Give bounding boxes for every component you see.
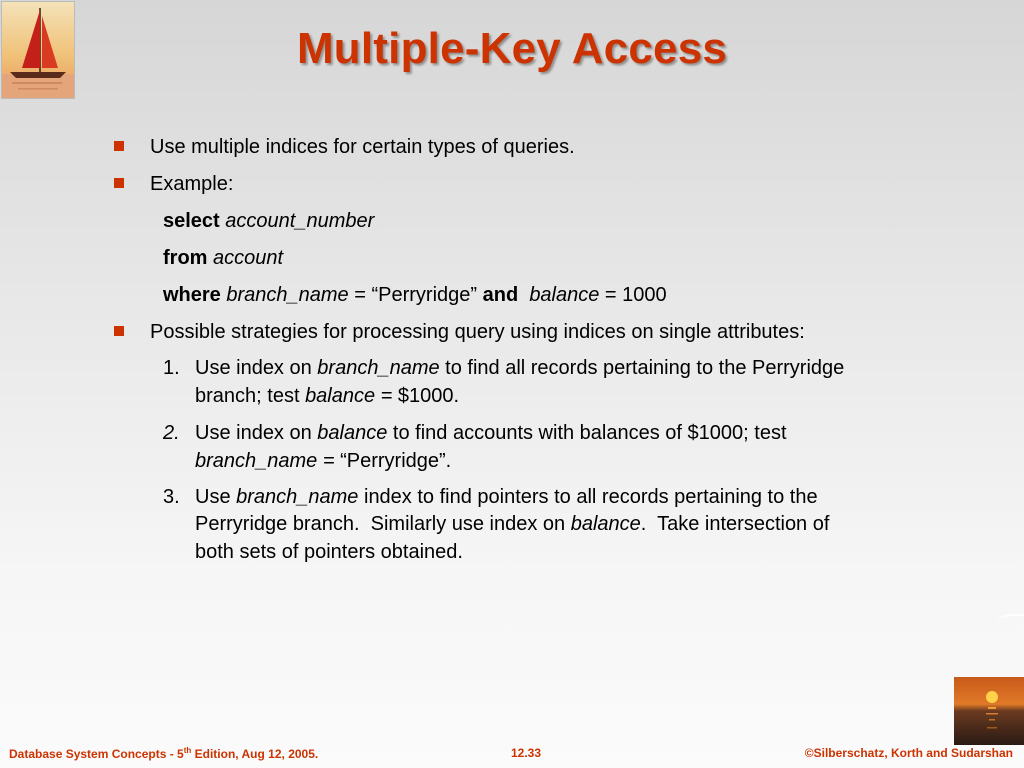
strategy-line <box>195 483 818 511</box>
strategy-attr: balance <box>317 422 388 444</box>
strategy-attr: branch_name <box>236 486 359 508</box>
strategy-attr: balance <box>570 513 641 535</box>
footer-page-number: 12.33 <box>511 746 542 760</box>
strategy-attr: branch_name = <box>195 450 335 472</box>
sql-keyword: where <box>163 284 221 306</box>
sunset-logo <box>954 677 1024 745</box>
bullet-text: Use multiple indices for certain types of queries. <box>150 136 575 158</box>
strategy-line <box>195 419 787 447</box>
sql-relation: account <box>213 247 284 269</box>
bullet-text: Example: <box>150 173 234 195</box>
bullet-marker <box>114 326 124 336</box>
strategy-text: Use index on <box>195 357 318 379</box>
footer-copyright: ©Silberschatz, Korth and Sudarshan <box>804 746 1013 760</box>
strategy-text: Use index on <box>195 422 318 444</box>
sql-keyword: and <box>482 284 519 306</box>
strategy-text: Perryridge branch. Similarly use index on <box>195 513 571 535</box>
sql-attribute: branch_name <box>226 284 349 306</box>
sql-condition: = “Perryridge” <box>348 284 483 306</box>
query-from-line <box>163 244 283 272</box>
bullet-marker <box>114 178 124 188</box>
strategy-text: $1000. <box>392 385 460 407</box>
slide-title: Multiple-Key Access <box>296 24 728 73</box>
bullet-marker <box>114 141 124 151</box>
strategy-line: both sets of pointers obtained. <box>195 541 463 563</box>
strategy-text: to find accounts with balances of $1000; test <box>387 422 787 444</box>
strategy-number: 3. <box>163 486 180 508</box>
strategy-attr: branch_name <box>317 357 440 379</box>
footer-book-info <box>9 746 318 761</box>
strategy-text: . Take intersection of <box>640 513 830 535</box>
footer-sup: th <box>183 746 192 755</box>
strategy-attr: balance = <box>305 385 393 407</box>
sql-attribute: balance <box>529 284 600 306</box>
strategy-number: 1. <box>163 357 180 379</box>
strategy-text: branch; test <box>195 385 306 407</box>
decorative-wave <box>998 606 1024 612</box>
sql-keyword: select <box>163 210 220 232</box>
footer-text: Edition, Aug 12, 2005. <box>191 747 319 761</box>
strategy-number: 2. <box>163 422 180 444</box>
bullet-text: Possible strategies for processing query using indices on single attributes: <box>150 321 805 343</box>
strategy-text: “Perryridge”. <box>334 450 452 472</box>
strategy-text: index to find pointers to all records pertaining to the <box>358 486 818 508</box>
sql-condition: = 1000 <box>599 284 667 306</box>
strategy-text: Use <box>195 486 237 508</box>
footer-text: Database System Concepts - 5 <box>9 747 184 761</box>
strategy-line <box>195 354 844 382</box>
strategy-line <box>195 510 829 538</box>
strategy-line <box>195 447 451 475</box>
query-select-line <box>163 207 374 235</box>
sql-attribute: account_number <box>225 210 375 232</box>
strategy-text: to find all records pertaining to the Perryridge <box>439 357 845 379</box>
strategy-line <box>195 382 459 410</box>
query-where-line <box>163 281 667 309</box>
sql-keyword: from <box>163 247 208 269</box>
